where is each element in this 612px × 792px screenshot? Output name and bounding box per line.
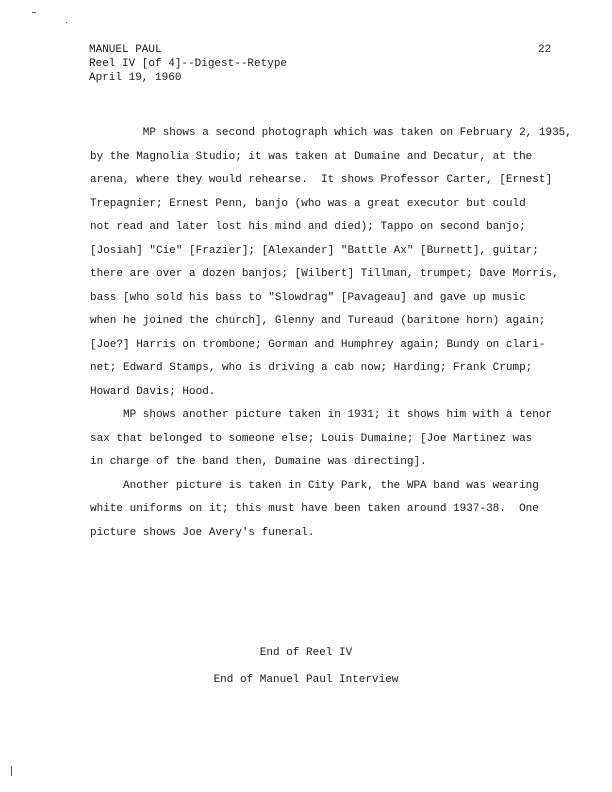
document-header — [89, 43, 287, 85]
body-text — [90, 122, 610, 545]
text-line: MP shows a second photograph which was taken on February 2, 1935, — [90, 127, 572, 139]
text-line: arena, where they would rehearse. It shows Professor Carter, [Ernest] — [90, 174, 553, 186]
text-line: Trepagnier; Ernest Penn, banjo (who was a great executor but could — [90, 197, 526, 210]
text-line: [Joe?] Harris on trombone; Gorman and Humphrey again; Bundy on clari- — [90, 338, 546, 351]
scan-mark — [32, 12, 36, 13]
text-line: [Josiah] "Cie" [Frazier]; [Alexander] "Battle Ax" [Burnett], guitar; — [90, 244, 539, 257]
reel-info: Reel IV [of 4]--Digest--Retype — [89, 58, 288, 70]
scan-mark — [11, 766, 12, 776]
text-line: Howard Davis; Hood. — [90, 385, 216, 398]
interview-date: April 19, 1960 — [89, 72, 182, 84]
text-line: there are over a dozen banjos; [Wilbert] Tillman, trumpet; Dave Morris, — [90, 268, 559, 280]
text-line: in charge of the band then, Dumaine was directing]. — [90, 456, 427, 468]
page-number: 22 — [538, 44, 552, 56]
text-line: picture shows Joe Avery's funeral. — [90, 526, 315, 539]
text-line: net; Edward Stamps, who is driving a cab now; Harding; Frank Crump; — [90, 362, 533, 374]
paragraph — [90, 404, 610, 475]
end-of-reel: End of Reel IV — [259, 647, 353, 659]
paragraph — [90, 122, 610, 404]
end-of-interview: End of Manuel Paul Interview — [213, 674, 399, 686]
text-line: by the Magnolia Studio; it was taken at Dumaine and Decatur, at the — [90, 150, 533, 163]
text-line: when he joined the church], Glenny and Tureaud (baritone horn) again; — [90, 315, 546, 327]
text-line: white uniforms on it; this must have been taken around 1937-38. One — [90, 503, 539, 515]
text-line: Another picture is taken in City Park, the WPA band was wearing — [90, 479, 539, 492]
interviewee-name: MANUEL PAUL — [89, 44, 162, 56]
text-line: not read and later lost his mind and died); Tappo on second banjo; — [90, 221, 526, 233]
text-line: bass [who sold his bass to "Slowdrag" [Pavageau] and gave up music — [90, 291, 526, 304]
scan-mark — [66, 22, 67, 23]
text-line: sax that belonged to someone else; Louis Dumaine; [Joe Martinez was — [90, 432, 533, 445]
paragraph — [90, 475, 610, 546]
text-line: MP shows another picture taken in 1931; it shows him with a tenor — [90, 409, 553, 421]
